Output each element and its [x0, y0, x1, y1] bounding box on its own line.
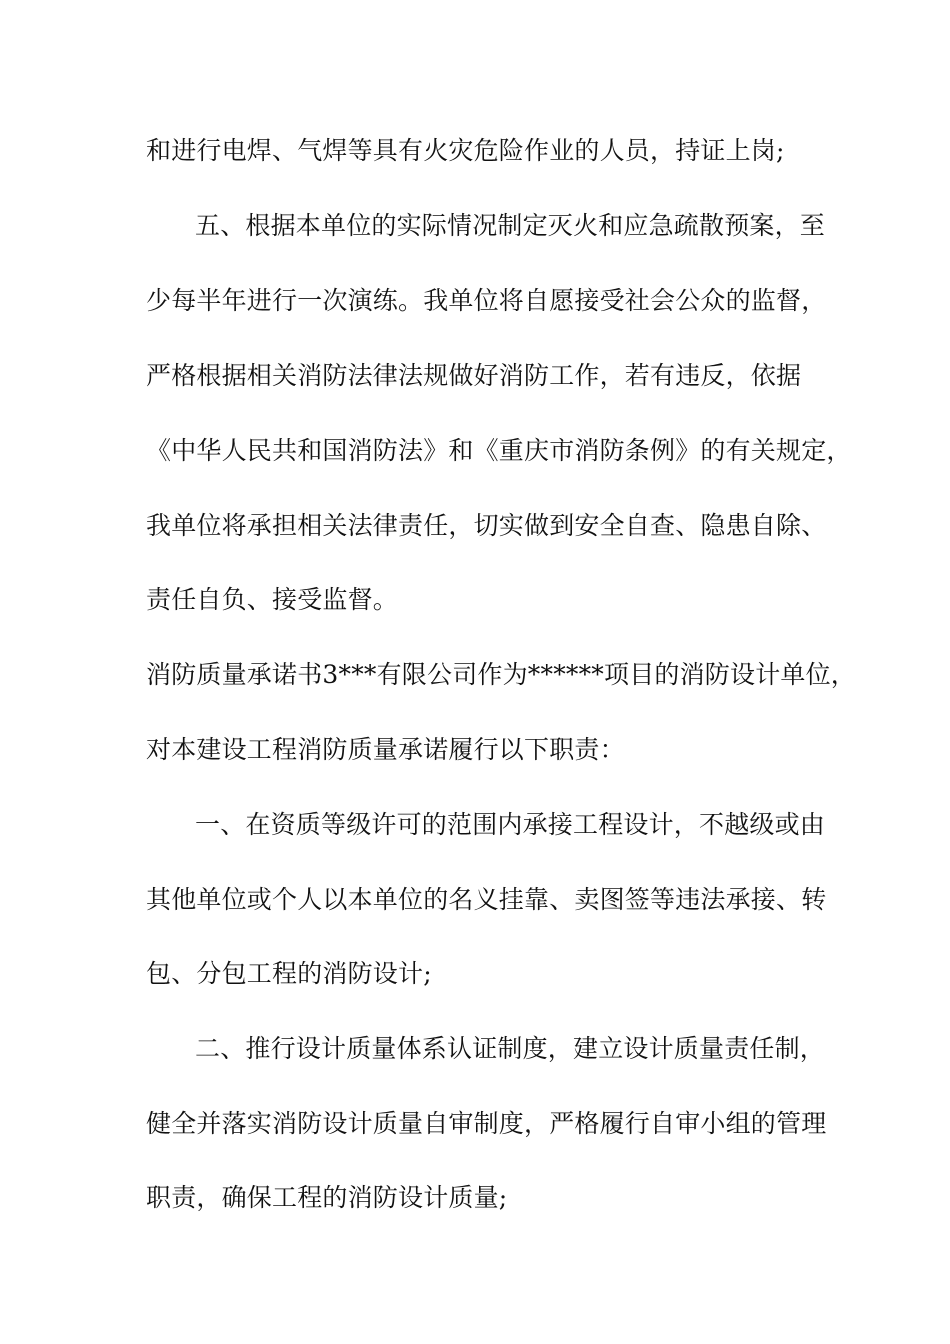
- text-line: 我单位将承担相关法律责任，切实做到安全自查、隐患自除、: [146, 511, 827, 540]
- text-line: 一、在资质等级许可的范围内承接工程设计，不越级或由: [195, 810, 826, 839]
- text-line: 二、推行设计质量体系认证制度，建立设计质量责任制，: [195, 1034, 826, 1063]
- text-line: 责任自负、接受监督。: [146, 585, 399, 614]
- text-line: 严格根据相关消防法律法规做好消防工作，若有违反，依据: [146, 361, 802, 390]
- text-line: 和进行电焊、气焊等具有火灾危险作业的人员，持证上岗;: [146, 136, 785, 165]
- text-line: 健全并落实消防设计质量自审制度，严格履行自审小组的管理: [146, 1109, 827, 1138]
- text-line: 职责，确保工程的消防设计质量;: [146, 1183, 508, 1212]
- text-line: 少每半年进行一次演练。我单位将自愿接受社会公众的监督，: [146, 286, 827, 315]
- text-line: 五、根据本单位的实际情况制定灭火和应急疏散预案，至: [195, 211, 826, 240]
- text-line: 对本建设工程消防质量承诺履行以下职责：: [146, 735, 625, 764]
- text-line: 消防质量承诺书3***有限公司作为******项目的消防设计单位，: [146, 660, 857, 689]
- text-line: 《中华人民共和国消防法》和《重庆市消防条例》的有关规定，: [146, 436, 852, 465]
- text-line: 其他单位或个人以本单位的名义挂靠、卖图签等违法承接、转: [146, 885, 827, 914]
- text-line: 包、分包工程的消防设计;: [146, 959, 432, 988]
